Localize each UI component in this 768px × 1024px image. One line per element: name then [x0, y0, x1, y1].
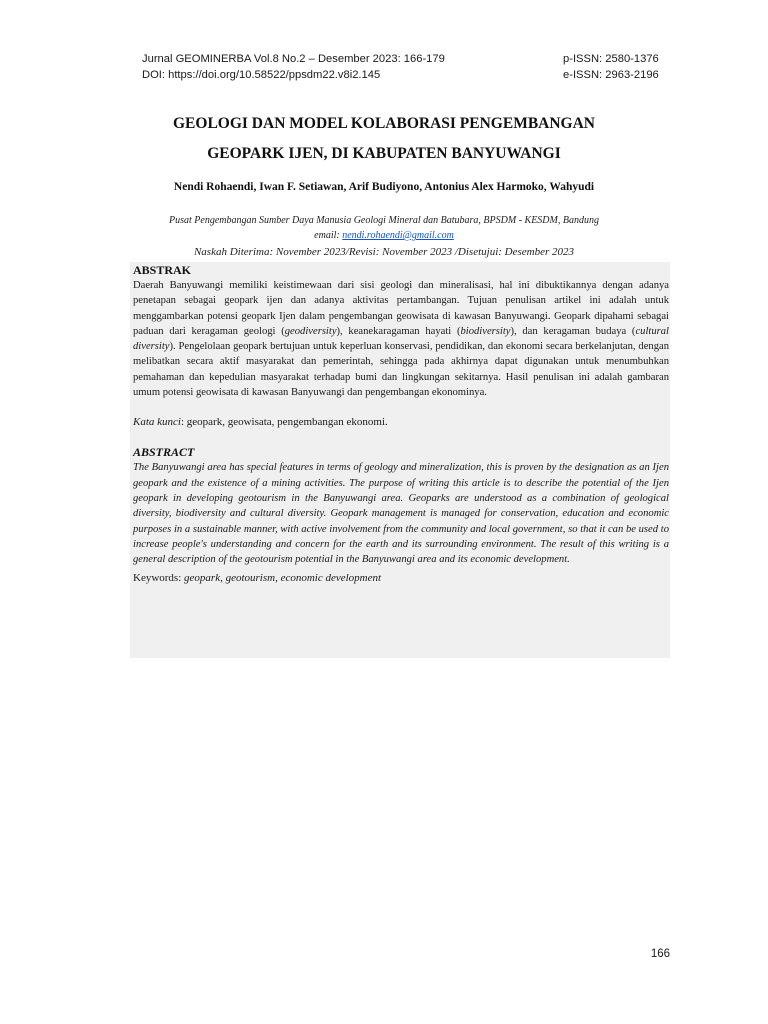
abstract-box — [130, 262, 670, 658]
keywords — [133, 571, 669, 586]
journal-header-right — [563, 51, 659, 83]
journal-citation: Jurnal GEOMINERBA Vol.8 No.2 – Desember 2023: 166-179 — [142, 53, 445, 65]
paper-title — [100, 112, 668, 172]
affiliation: Pusat Pengembangan Sumber Daya Manusia Geologi Mineral dan Batubara, BPSDM - KESDM, Bandung — [169, 215, 599, 226]
title-line-2: GEOPARK IJEN, DI KABUPATEN BANYUWANGI — [207, 145, 561, 162]
abstract-heading: ABSTRACT — [133, 445, 195, 460]
kata-kunci-label: Kata kunci — [133, 416, 181, 429]
e-issn: e-ISSN: 2963-2196 — [563, 69, 659, 81]
page-number: 166 — [650, 948, 670, 960]
abstract-text: The Banyuwangi area has special features in terms of geology and mineralization, this is proven by the designation as an Ijen geopark and the existence of a mining activities. The purpose of writing this article is to describe the potential of the Ijen geopark in developing geotourism in the Banyuwangi area. Geoparks are understood as a combination of geological diversity, biodiversity and cultural diversity. Geopark management is managed for conservation, education and economic purposes in a sustainable manner, with active involvement from the community and local government, so that it can be used to increase people's understanding and concern for the earth and its surrounding environment. The result of this writing is a general description of the geotourism potential in the Banyuwangi area and its economic development. — [133, 462, 669, 566]
affiliation-block — [110, 213, 658, 243]
doi-text[interactable]: DOI: https://doi.org/10.58522/ppsdm22.v8i2.145 — [142, 69, 381, 81]
submission-dates: Naskah Diterima: November 2023/Revisi: November 2023 /Disetujui: Desember 2023 — [193, 246, 575, 258]
title-line-1: GEOLOGI DAN MODEL KOLABORASI PENGEMBANGAN — [173, 115, 595, 132]
keywords-label: Keywords: — [133, 572, 185, 585]
email-label: email: — [314, 230, 340, 241]
keywords-value: geopark, geotourism, economic development — [184, 572, 382, 585]
email-line — [110, 228, 658, 243]
p-issn: p-ISSN: 2580-1376 — [563, 53, 659, 65]
journal-header-left — [142, 51, 445, 83]
abstrak-heading: ABSTRAK — [133, 263, 192, 277]
email-link[interactable]: nendi.rohaendi@gmail.com — [342, 230, 454, 241]
author-list: Nendi Rohaendi, Iwan F. Setiawan, Arif Budiyono, Antonius Alex Harmoko, Wahyudi — [173, 181, 595, 193]
abstrak-text: Daerah Banyuwangi memiliki keistimewaan dari sisi geologi dan mineralisasi, hal ini dibuktikannya dengan adanya penetapan sebagai geopark ijen dan adanya aktivitas pertambangan. Tujuan penulisan artikel ini adalah untuk menggambarkan potensi geopark Ijen dalam pengembangan geowisata di kawasan Banyuwangi. Geopark dipahami sebagai paduan dari keragaman geologi (geodiversity), keanekaragaman hayati (biodiversity), dan keragaman budaya (cultural diversity). Pengelolaan geopark bertujuan untuk keperluan konservasi, pendidikan, dan ekonomi secara berkelanjutan, dengan melibatkan secara aktif masyarakat dan pemerintah, sehingga pada akhirnya dapat digunakan untuk menumbuhkan pemahaman dan kepedulian masyarakat terhadap bumi dan lingkungan sekitarnya. Hasil penulisan ini adalah gambaran umum potensi geowisata di kawasan Banyuwangi dan pengembangan ekonominya. — [133, 280, 669, 399]
kata-kunci — [133, 415, 669, 430]
kata-kunci-value: : geopark, geowisata, pengembangan ekonomi. — [180, 416, 388, 429]
